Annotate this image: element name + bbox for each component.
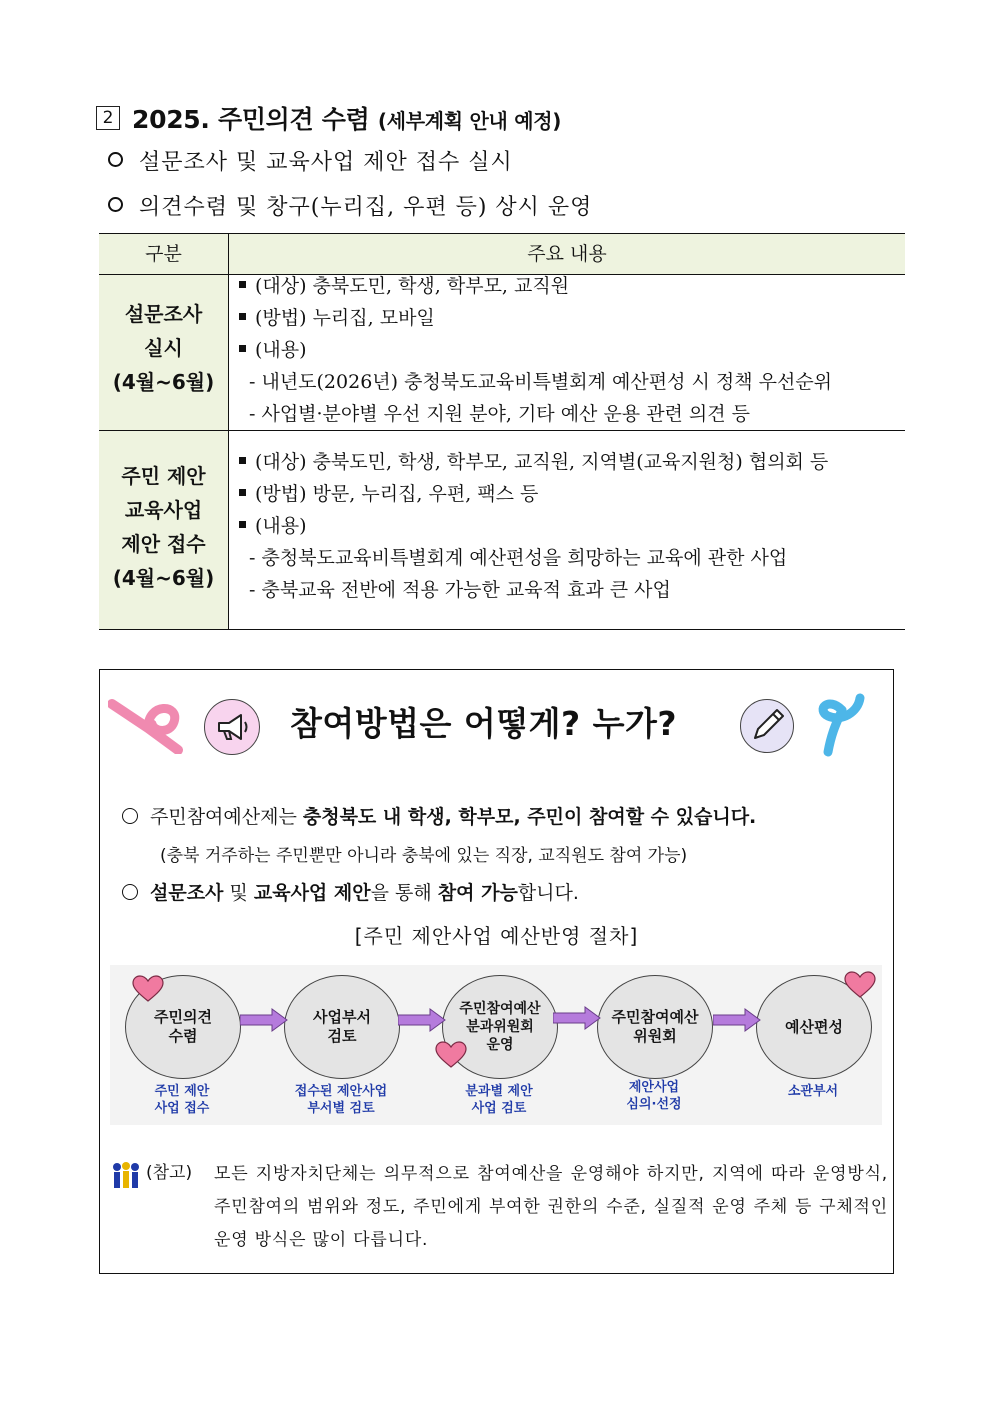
bullet-channels: 의견수렴 및 창구(누리집, 우편 등) 상시 운영: [108, 190, 592, 221]
method-line: 설문조사 및 교육사업 제안을 통해 참여 가능합니다.: [122, 878, 579, 905]
row-category: 주민 제안 교육사업 제안 접수 (4월~6월): [112, 464, 215, 590]
heart-icon: [132, 975, 164, 1003]
section-title: [132, 100, 561, 136]
arrow-right-icon: [240, 1008, 288, 1032]
process-title: [주민 제안사업 예산반영 절차]: [354, 924, 639, 948]
step-caption: 주민 제안 사업 접수: [154, 1084, 210, 1116]
arrow-right-icon: [398, 1008, 446, 1032]
heart-icon: [435, 1041, 467, 1069]
square-bullet-icon: [239, 457, 246, 464]
header-content: 주요 내용: [527, 243, 607, 265]
square-bullet-icon: [239, 489, 246, 496]
row-content: (대상) 충북도민, 학생, 학부모, 교직원, 지역별(교육지원청) 협의회 등 (방법) 방문, 누리집, 우편, 팩스 등 (내용) - 충청북도교육비특별회계 예산편성을 희망하는 교육에 관한 사업 - 충북교육 전반에 적용 가능한 교육적 효과 큰 사업: [239, 446, 828, 606]
eligibility-line: 주민참여예산제는 충청북도 내 학생, 학부모, 주민이 참여할 수 있습니다.: [122, 802, 756, 829]
box-title: 참여방법은 어떻게? 누가?: [290, 704, 678, 743]
step-node: 주민참여예산 분과위원회 운영: [442, 975, 558, 1079]
header-category: 구분: [145, 243, 182, 265]
ribbon-icon: [808, 690, 868, 760]
eligibility-note: (충북 거주하는 주민뿐만 아니라 충북에 있는 직장, 교직원도 참여 가능): [160, 846, 688, 866]
section-title-main: 2025. 주민의견 수렴: [132, 105, 370, 134]
arrow-right-icon: [713, 1008, 761, 1032]
square-bullet-icon: [239, 313, 246, 320]
megaphone-icon: [204, 699, 260, 755]
bullet-survey: 설문조사 및 교육사업 제안 접수 실시: [108, 145, 513, 176]
circle-bullet-icon: [122, 884, 138, 900]
note-label: (참고): [146, 1163, 193, 1183]
section-title-sub: (세부계획 안내 예정): [377, 109, 562, 133]
step-node: 주민의견 수렴: [125, 975, 241, 1079]
circle-bullet-icon: [108, 152, 123, 167]
row-category: 설문조사 실시 (4월~6월): [112, 302, 215, 394]
heart-icon: [844, 971, 876, 999]
note-text: 모든 지방자치단체는 의무적으로 참여예산을 운영해야 하지만, 지역에 따라 운영방식, 주민참여의 범위와 정도, 주민에게 부여한 권한의 수준, 실질적 운영 주체 등 구체적인 운영 방식은 많이 다릅니다.: [214, 1164, 888, 1250]
square-bullet-icon: [239, 521, 246, 528]
participation-box: [99, 669, 894, 1274]
step-caption: 제안사업 심의·선정: [626, 1080, 682, 1112]
circle-bullet-icon: [122, 808, 138, 824]
circle-bullet-icon: [108, 197, 123, 212]
plan-table: [99, 233, 905, 630]
square-bullet-icon: [239, 281, 246, 288]
step-node: 사업부서 검토: [284, 975, 400, 1079]
arrow-right-icon: [553, 1006, 601, 1030]
step-caption: 분과별 제안 사업 검토: [465, 1084, 533, 1116]
section-number: 2: [96, 106, 120, 130]
ribbon-icon: [108, 694, 184, 754]
people-icon: [110, 1162, 142, 1190]
row-content: (대상) 충북도민, 학생, 학부모, 교직원 (방법) 누리집, 모바일 (내용) - 내년도(2026년) 충청북도교육비특별회계 예산편성 시 정책 우선순위 - 사업별·분야별 우선 지원 분야, 기타 예산 운용 관련 의견 등: [239, 270, 832, 430]
step-node: 예산편성: [756, 975, 872, 1079]
square-bullet-icon: [239, 345, 246, 352]
step-node: 주민참여예산 위원회: [597, 975, 713, 1079]
step-caption: 소관부서: [787, 1084, 839, 1099]
pencil-icon: [740, 699, 794, 753]
step-caption: 접수된 제안사업 부서별 검토: [294, 1084, 388, 1116]
process-flow: [110, 965, 882, 1125]
